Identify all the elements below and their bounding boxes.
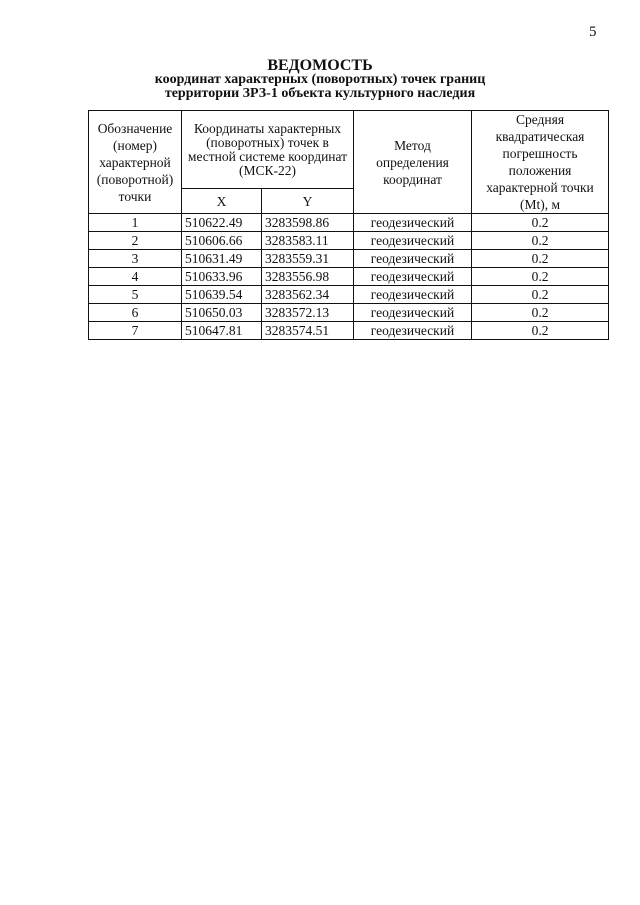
cell-error: 0.2 — [472, 268, 609, 286]
cell-point-number: 6 — [89, 304, 182, 322]
table-row — [89, 214, 609, 232]
cell-y: 3283574.51 — [262, 322, 354, 340]
cell-method: геодезический — [354, 322, 472, 340]
subtitle-line-2: территории ЗРЗ-1 объекта культурного наследия — [164, 86, 476, 101]
table-body — [89, 214, 609, 340]
cell-method: геодезический — [354, 250, 472, 268]
cell-point-number: 7 — [89, 322, 182, 340]
table-row — [89, 286, 609, 304]
subtitle-line-1: координат характерных (поворотных) точек границ — [154, 72, 486, 87]
cell-method: геодезический — [354, 232, 472, 250]
cell-x: 510647.81 — [182, 322, 262, 340]
cell-x: 510633.96 — [182, 268, 262, 286]
cell-y: 3283598.86 — [262, 214, 354, 232]
cell-method: геодезический — [354, 286, 472, 304]
cell-y: 3283559.31 — [262, 250, 354, 268]
cell-point-number: 5 — [89, 286, 182, 304]
cell-method: геодезический — [354, 268, 472, 286]
table-row — [89, 304, 609, 322]
coordinates-table — [88, 110, 609, 340]
cell-x: 510631.49 — [182, 250, 262, 268]
header-x: X — [182, 189, 262, 214]
document-heading — [0, 58, 640, 101]
header-point-number: Обозначение (номер) характерной (поворотной) точки — [89, 111, 182, 214]
cell-x: 510622.49 — [182, 214, 262, 232]
cell-method: геодезический — [354, 214, 472, 232]
cell-point-number: 1 — [89, 214, 182, 232]
cell-point-number: 4 — [89, 268, 182, 286]
cell-error: 0.2 — [472, 286, 609, 304]
header-y: Y — [262, 189, 354, 214]
cell-error: 0.2 — [472, 322, 609, 340]
table-row — [89, 268, 609, 286]
cell-point-number: 2 — [89, 232, 182, 250]
header-error: Средняя квадратическая погрешность положения характерной точки (Mt), м — [472, 111, 609, 214]
cell-y: 3283572.13 — [262, 304, 354, 322]
cell-error: 0.2 — [472, 250, 609, 268]
table-row — [89, 322, 609, 340]
cell-x: 510606.66 — [182, 232, 262, 250]
cell-error: 0.2 — [472, 304, 609, 322]
cell-y: 3283562.34 — [262, 286, 354, 304]
cell-point-number: 3 — [89, 250, 182, 268]
header-method: Метод определения координат — [354, 111, 472, 214]
document-subtitle — [0, 73, 640, 101]
cell-x: 510650.03 — [182, 304, 262, 322]
table-row — [89, 232, 609, 250]
page-number: 5 — [589, 24, 597, 40]
header-coordinates: Координаты характерных (поворотных) точек в местной системе координат (МСК-22) — [182, 111, 354, 189]
cell-error: 0.2 — [472, 214, 609, 232]
cell-y: 3283556.98 — [262, 268, 354, 286]
cell-y: 3283583.11 — [262, 232, 354, 250]
cell-error: 0.2 — [472, 232, 609, 250]
cell-x: 510639.54 — [182, 286, 262, 304]
document-title: ВЕДОМОСТЬ — [267, 57, 373, 74]
cell-method: геодезический — [354, 304, 472, 322]
table-row — [89, 250, 609, 268]
